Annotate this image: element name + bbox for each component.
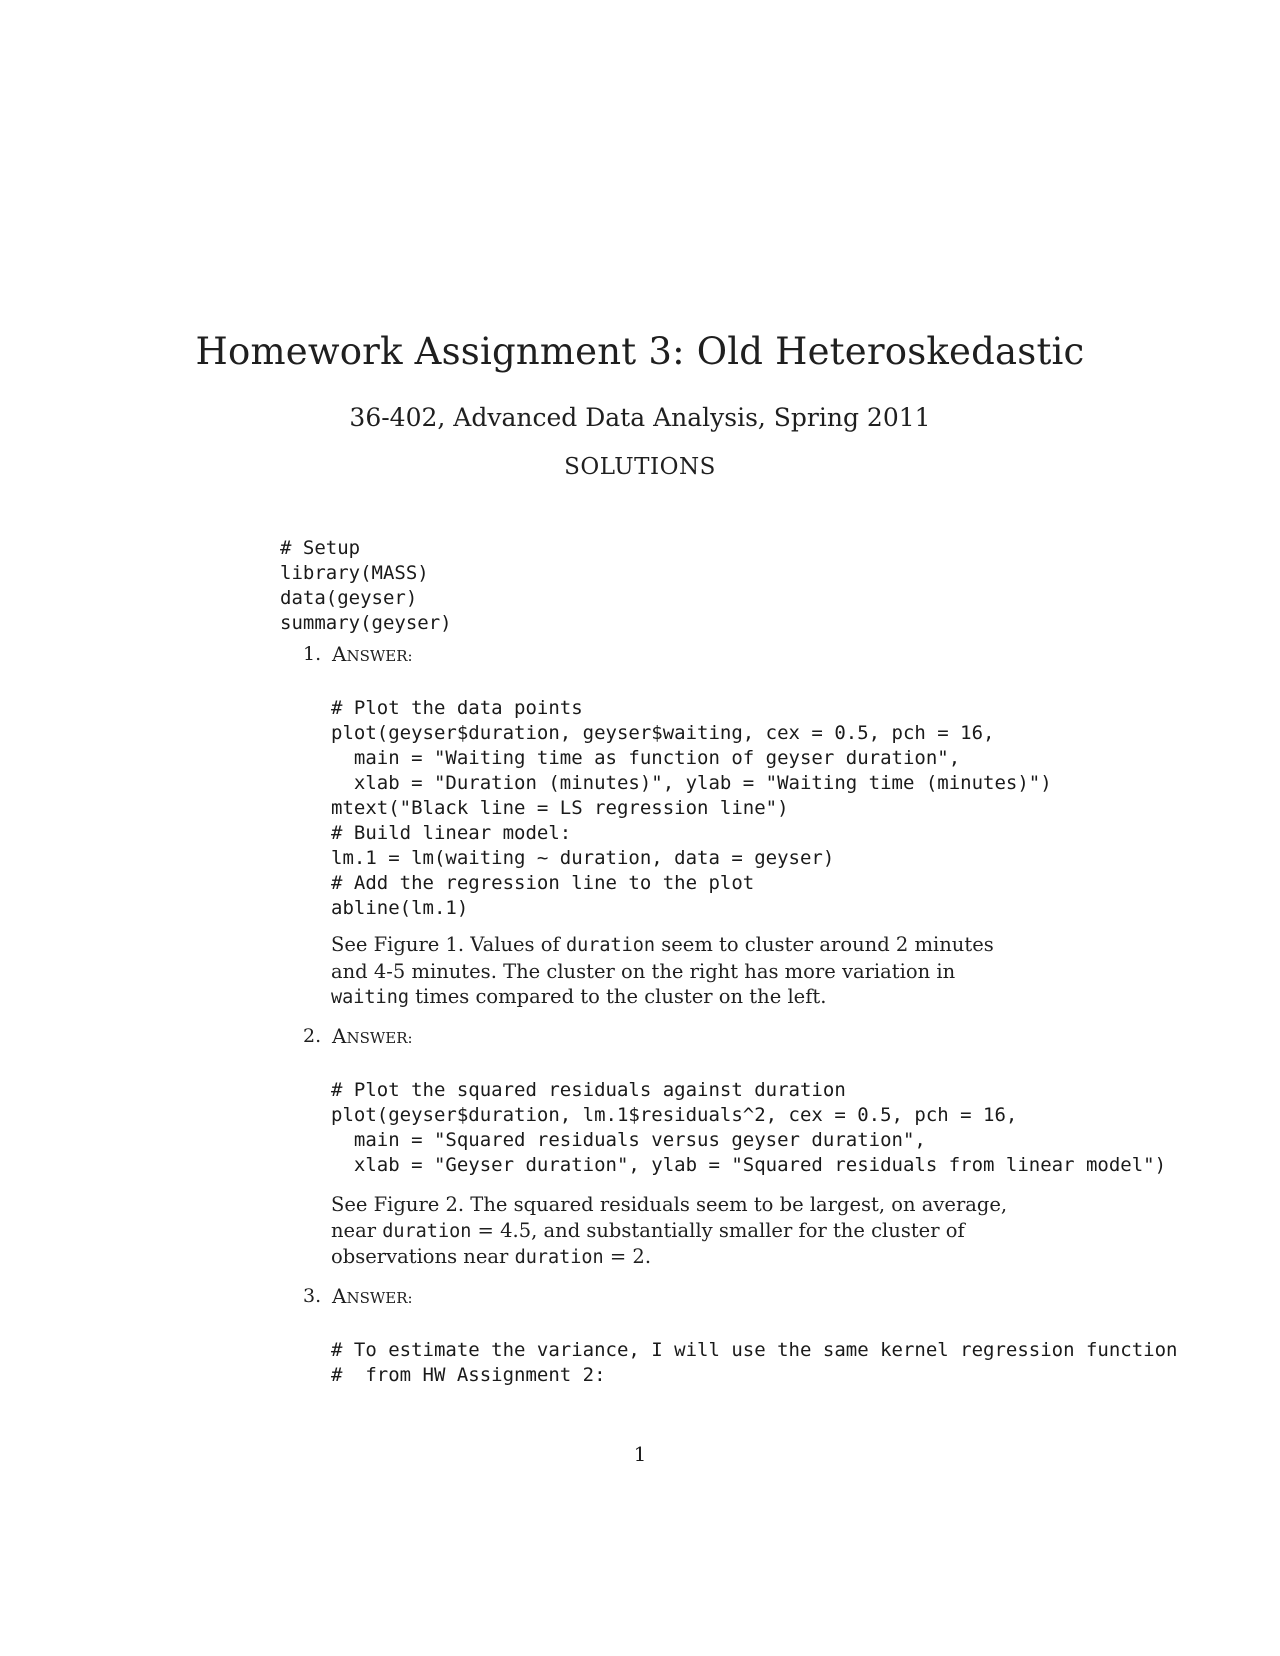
answer-label: ANSWER: — [332, 1024, 413, 1048]
page-number: 1 — [633, 1442, 647, 1466]
answer-label: ANSWER: — [332, 1284, 413, 1308]
answer-2-code-block: # Plot the squared residuals against duration plot(geyser$duration, lm.1$residuals^2, cex = 0.5, pch = 16, main = "Squared residuals versus geyser duration", xlab = "Geyser duration", ylab = "Squared residuals from linear model") — [331, 1079, 1167, 1176]
answer-number: 2. — [303, 1025, 322, 1047]
answer-2-text: See Figure 2. The squared residuals seem to be largest, on average, near duration = 4.5, and substantially smaller for the cluster of observations near duration = 2. — [331, 1193, 1008, 1268]
answer-1-text: See Figure 1. Values of duration seem to cluster around 2 minutes and 4-5 minutes. The cluster on the right has more variation in waiting times compared to the cluster on the left. — [331, 933, 994, 1008]
solutions-heading: SOLUTIONS — [564, 454, 716, 480]
setup-code-block: # Setup library(MASS) data(geyser) summary(geyser) — [280, 537, 452, 634]
answer-1-code-block: # Plot the data points plot(geyser$duration, geyser$waiting, cex = 0.5, pch = 16, main = "Waiting time as function of geyser duration", xlab = "Duration (minutes)", ylab = "Waiting time (minutes)") mtext("Black line = LS regression line") # Build linear model: lm.1 = lm(waiting ~ duration, data = geyser) # Add the regression line to the plot abline(lm.1) — [331, 697, 1052, 919]
answer-number: 1. — [303, 643, 322, 665]
answer-2-heading — [303, 1024, 1203, 1050]
answer-3-heading — [303, 1284, 1203, 1310]
answer-3-code-block: # To estimate the variance, I will use the same kernel regression function # from HW Assignment 2: — [331, 1339, 1178, 1386]
document-title: Homework Assignment 3: Old Heteroskedastic — [195, 330, 1085, 373]
answer-label: ANSWER: — [332, 642, 413, 666]
answer-number: 3. — [303, 1285, 322, 1307]
course-subtitle: 36-402, Advanced Data Analysis, Spring 2011 — [349, 403, 931, 432]
answer-1-heading — [303, 642, 1203, 668]
